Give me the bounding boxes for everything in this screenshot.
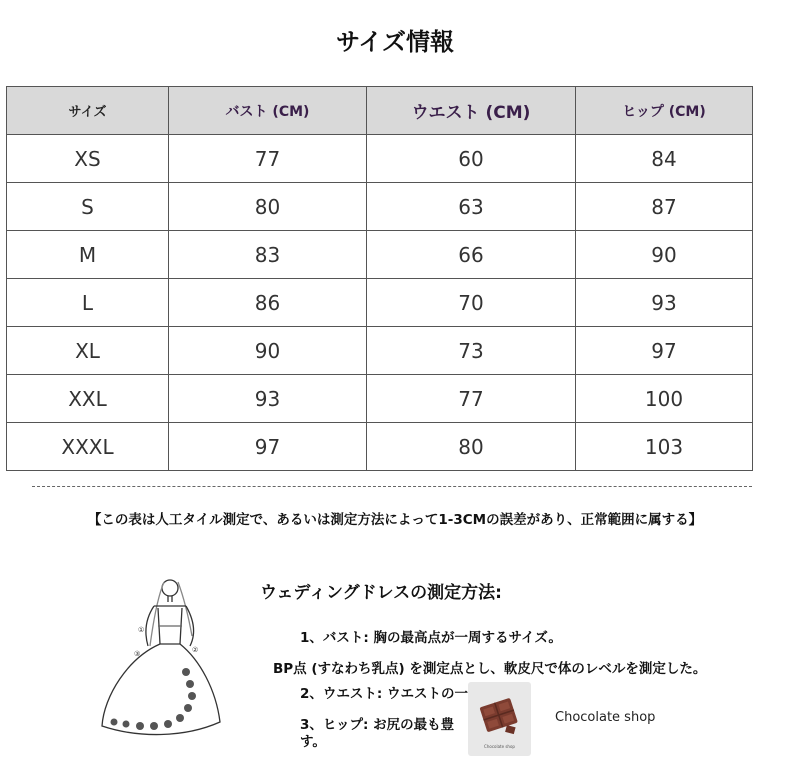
cell-bust: 93: [169, 375, 367, 423]
cell-size: L: [7, 279, 169, 327]
step-bust: 1、バスト: 胸の最高点が一周するサイズ。: [300, 630, 562, 646]
cell-hip: 84: [576, 135, 753, 183]
table-row: [7, 375, 753, 423]
cell-waist: 60: [367, 135, 576, 183]
cell-waist: 73: [367, 327, 576, 375]
cell-size: XXL: [7, 375, 169, 423]
cell-waist: 80: [367, 423, 576, 471]
table-row: [7, 423, 753, 471]
cell-bust: 83: [169, 231, 367, 279]
cell-waist: 63: [367, 183, 576, 231]
cell-hip: 103: [576, 423, 753, 471]
dashed-divider: [32, 486, 752, 487]
cell-bust: 86: [169, 279, 367, 327]
cell-size: M: [7, 231, 169, 279]
header-bust: バスト (CM): [169, 87, 367, 135]
page-title: サイズ情報: [335, 28, 455, 56]
marker-1: ①: [138, 626, 145, 634]
logo-caption: Chocolate shop: [484, 744, 515, 749]
table-row: [7, 231, 753, 279]
step-hip-cont: す。: [300, 734, 326, 750]
cell-hip: 100: [576, 375, 753, 423]
table-row: [7, 135, 753, 183]
shop-name: Chocolate shop: [555, 710, 656, 725]
cell-waist: 66: [367, 231, 576, 279]
cell-bust: 90: [169, 327, 367, 375]
step-bust-detail: BP点 (すなわち乳点) を測定点とし、軟皮尺で体のレベルを測定した。: [273, 661, 707, 677]
header-size: サイズ: [7, 87, 169, 135]
cell-size: XL: [7, 327, 169, 375]
cell-hip: 93: [576, 279, 753, 327]
step-hip: 3、ヒップ: お尻の最も豊: [300, 717, 455, 733]
table-row: [7, 279, 753, 327]
cell-hip: 97: [576, 327, 753, 375]
header-waist: ウエスト (CM): [367, 87, 576, 135]
cell-bust: 77: [169, 135, 367, 183]
cell-size: XS: [7, 135, 169, 183]
table-row: [7, 183, 753, 231]
cell-waist: 70: [367, 279, 576, 327]
step-waist: 2、ウエスト: ウエストの一: [300, 686, 468, 702]
cell-bust: 80: [169, 183, 367, 231]
cell-size: XXXL: [7, 423, 169, 471]
cell-bust: 97: [169, 423, 367, 471]
shop-logo: [468, 682, 531, 756]
wedding-dress-figure-icon: [88, 566, 228, 746]
cell-hip: 90: [576, 231, 753, 279]
table-row: [7, 327, 753, 375]
cell-hip: 87: [576, 183, 753, 231]
measure-title: ウェディングドレスの測定方法:: [260, 583, 502, 603]
marker-2: ②: [192, 646, 199, 654]
size-table: [6, 86, 753, 471]
measurement-note: 【この表は人工タイル測定で、あるいは測定方法によって1-3CMの誤差があり、正常範囲に属する】: [87, 512, 703, 528]
cell-waist: 77: [367, 375, 576, 423]
table-header-row: [7, 87, 753, 135]
marker-3: ③: [134, 650, 141, 658]
header-hip: ヒップ (CM): [576, 87, 753, 135]
chocolate-icon: [468, 682, 531, 756]
cell-size: S: [7, 183, 169, 231]
